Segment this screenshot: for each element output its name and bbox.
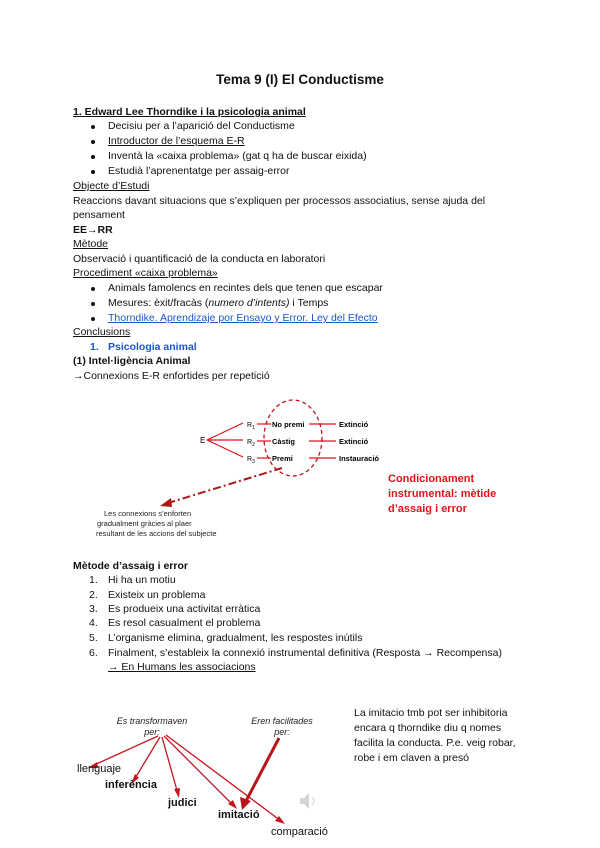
objecte-text-cont: pensament <box>73 209 125 221</box>
step-number: 1. <box>89 574 98 586</box>
sub-number: 1. <box>90 341 99 353</box>
word-judici: judici <box>168 797 197 809</box>
mid2-label: Càstig <box>272 437 295 446</box>
mid1-label: No premi <box>272 420 305 429</box>
proc-bullet-text: Animals famolencs en recintes dels que tenen que escapar <box>108 282 383 294</box>
step-text: Hi ha un motiu <box>108 574 176 586</box>
intel-heading: (1) Intel·ligència Animal <box>73 355 191 367</box>
step-text: L’organisme elimina, gradualment, les respostes inútils <box>108 632 363 644</box>
arrow-e-r3 <box>207 440 243 457</box>
step-number: 5. <box>89 632 98 644</box>
out2-label: Extinció <box>339 437 369 446</box>
diagram-e-label: E <box>200 436 206 445</box>
speaker-icon <box>300 793 314 809</box>
word-imitacio: imitació <box>218 809 260 821</box>
metode-heading: Mètode d’assaig i error <box>73 560 188 572</box>
diagram-caption: Les connexions s’enforten gradualment gràcies al plaer resultant de les accions del subjecte <box>96 509 217 538</box>
r1-label: $R_1$ <box>247 422 255 431</box>
word-comparacio: comparació <box>271 826 328 838</box>
red-annotation: Condicionament instrumental: mètide d’assaig i error <box>388 473 497 515</box>
step-number: 2. <box>89 589 98 601</box>
connexions-text: →Connexions E-R enfortides per repetició <box>73 370 270 382</box>
step-number: 6. <box>89 647 98 659</box>
transformaven-label: Es transformaven per: <box>116 716 188 737</box>
section-heading: 1. Edward Lee Thorndike i la psicologia animal <box>73 106 306 118</box>
r2-label: $R_2$ <box>247 439 255 448</box>
step-number: 4. <box>89 617 98 629</box>
metode-text: Observació i quantificació de la conducta en laboratori <box>73 253 326 265</box>
word-inferencia: inferència <box>105 779 157 791</box>
step-text: Existeix un problema <box>108 589 206 601</box>
arrow-facilitades-imitacio <box>245 738 279 803</box>
arrow-to-judici <box>162 737 178 794</box>
out1-label: Extinció <box>339 420 369 429</box>
out3-label: Instauració <box>339 454 380 463</box>
procediment-label: Procediment «caixa problema» <box>73 267 218 279</box>
bullet-text: Estudià l’aprenentatge per assaig-error <box>108 165 290 177</box>
r3-label: $R_3$ <box>247 456 255 465</box>
word-llenguaje: llenguaje <box>77 763 122 775</box>
page-title: Tema 9 (I) El Conductisme <box>216 72 384 87</box>
arrow-to-inferencia <box>134 737 160 780</box>
step-text: Es produeix una activitat erràtica <box>108 603 261 615</box>
step-text: Finalment, s’estableix la connexió instrumental definitiva (Resposta → Recompensa) <box>108 647 502 659</box>
sub-heading: Psicologia animal <box>108 341 197 353</box>
arrow-to-llenguaje <box>92 736 158 766</box>
metode-label: Mètode <box>73 238 109 250</box>
arrow-e-r1 <box>207 423 243 440</box>
objecte-text: Reaccions davant situacions que s’expliquen per processos associatius, sense ajuda del <box>73 195 486 207</box>
mid3-label: Premi <box>272 454 293 463</box>
conclusions-label: Conclusions <box>73 326 131 338</box>
thorndike-link[interactable]: Thorndike. Aprendizaje por Ensayo y Error. Ley del Efecto <box>108 312 378 324</box>
objecte-label: Objecte d’Estudi <box>73 180 150 192</box>
dashed-pointer <box>168 468 282 503</box>
bullet-text: Decisiu per a l’aparició del Conductisme <box>108 120 295 132</box>
arrow-to-imitacio <box>164 736 234 806</box>
step-number: 3. <box>89 603 98 615</box>
ee-rr: EE→RR <box>73 224 113 236</box>
dashed-pointer-head <box>160 498 172 507</box>
imitacio-note: La imitacio tmb pot ser inhibitoria encara q thorndike diu q nomes facilita la conducta. P.e. veig robar, robe i em claven a presó <box>354 707 516 764</box>
humans-text: → En Humans les associacions <box>108 661 256 673</box>
proc-bullet-text: Mesures: èxit/fracàs (numero d’intents) i Temps <box>108 297 329 309</box>
facilitades-label: Eren facilitades per: <box>251 716 313 737</box>
bullet-text: Inventà la «caixa problema» (gat q ha de buscar eixida) <box>108 150 367 162</box>
step-text: Es resol casualment el problema <box>108 617 261 629</box>
bullet-text: Introductor de l’esquema E-R <box>108 135 245 147</box>
